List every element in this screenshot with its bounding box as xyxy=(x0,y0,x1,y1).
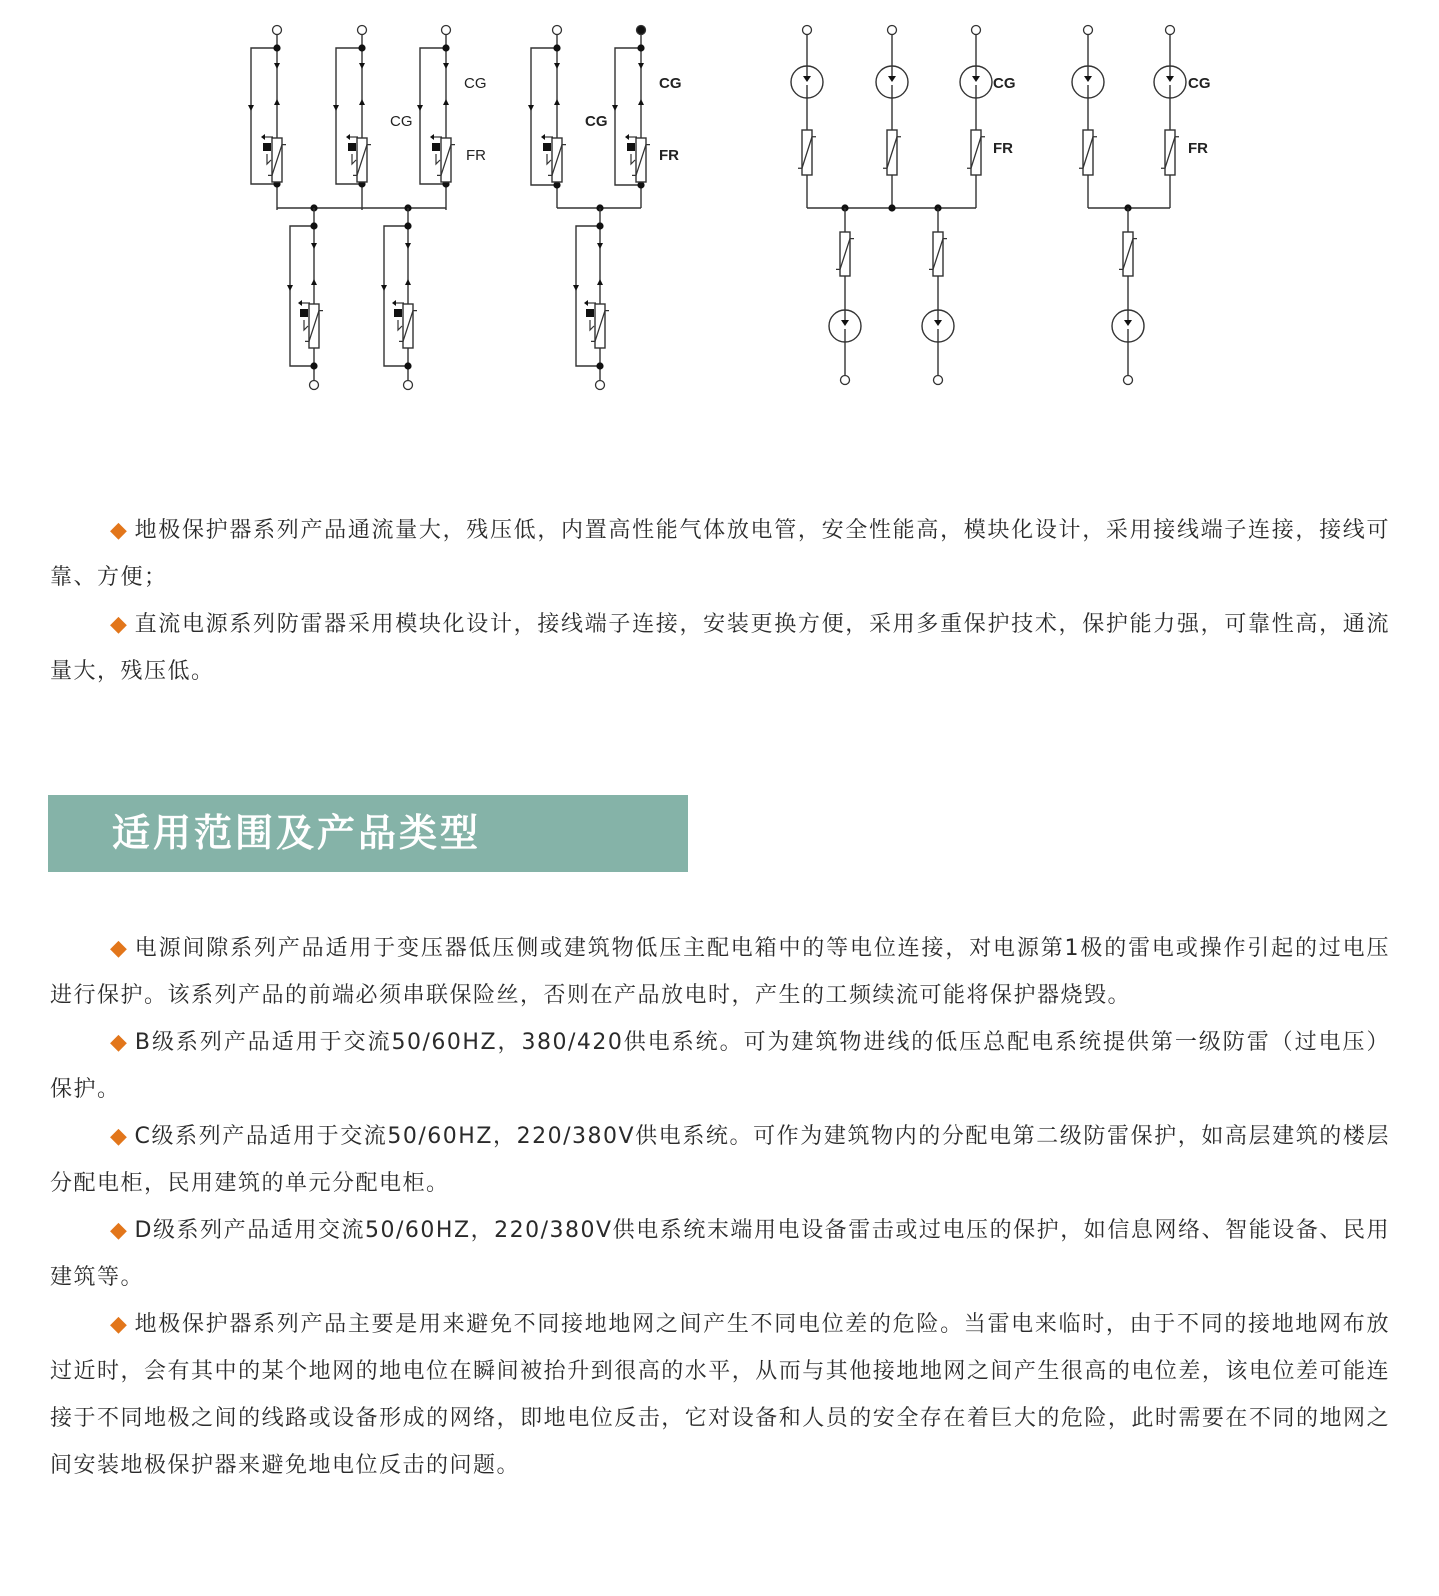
current-arrow-icon xyxy=(274,63,280,69)
intro-section xyxy=(50,507,1390,695)
junction-dot xyxy=(404,362,411,369)
varistor-icon xyxy=(1079,130,1097,175)
current-arrow-icon xyxy=(333,105,339,111)
terminal-node xyxy=(972,26,981,35)
gas-discharge-tube-icon xyxy=(1072,66,1104,98)
spd-module-icon xyxy=(392,300,404,330)
scope-paragraph-4 xyxy=(50,1207,1390,1301)
status-indicator-icon xyxy=(586,309,594,317)
diamond-bullet-icon: ◆ xyxy=(110,936,129,961)
current-arrow-icon xyxy=(597,279,603,285)
terminal-node xyxy=(1084,26,1093,35)
thermal-switch xyxy=(631,154,635,164)
terminal-node xyxy=(841,376,850,385)
current-arrow-icon xyxy=(554,99,560,105)
thermal-switch xyxy=(352,154,356,164)
varistor-icon xyxy=(967,130,985,175)
current-arrow-icon xyxy=(405,243,411,249)
terminal-node xyxy=(310,381,319,390)
diagram-label: CG xyxy=(390,113,413,130)
diagram-label: FR xyxy=(466,147,486,164)
current-arrow-icon xyxy=(274,99,280,105)
junction-dot xyxy=(553,44,560,51)
intro-paragraph-2 xyxy=(50,601,1390,695)
junction-dot xyxy=(310,222,317,229)
terminal-node xyxy=(1166,26,1175,35)
diamond-bullet-icon: ◆ xyxy=(110,1030,129,1055)
spd-module-icon xyxy=(625,134,637,164)
current-arrow-icon xyxy=(381,285,387,291)
thermal-arrow-icon xyxy=(261,134,265,140)
intro-paragraph-1 xyxy=(50,507,1390,601)
thermal-arrow-icon xyxy=(625,134,629,140)
scope-text-2: B级系列产品适用于交流50/60HZ，380/420供电系统。可为建筑物进线的低压总配电系统提供第一级防雷（过电压）保护。 xyxy=(50,1030,1391,1102)
junction-dot xyxy=(310,362,317,369)
status-indicator-icon xyxy=(432,143,440,151)
diagram-label: CG xyxy=(659,75,682,92)
scope-paragraph-1 xyxy=(50,925,1390,1019)
current-arrow-icon xyxy=(443,99,449,105)
current-arrow-icon xyxy=(417,105,423,111)
thermal-switch xyxy=(267,154,271,164)
current-arrow-icon xyxy=(248,105,254,111)
terminal-node xyxy=(1124,376,1133,385)
terminal-node xyxy=(442,26,451,35)
junction-dot xyxy=(273,44,280,51)
junction-dot xyxy=(404,222,411,229)
thermal-arrow-icon xyxy=(298,300,302,306)
junction-dot xyxy=(442,44,449,51)
junction-dot xyxy=(637,44,644,51)
diagram-label: CG xyxy=(993,75,1016,92)
varistor-icon xyxy=(883,130,901,175)
junction-dot xyxy=(888,204,895,211)
spd-module-icon xyxy=(346,134,358,164)
current-arrow-icon xyxy=(359,99,365,105)
diagram-label: FR xyxy=(993,140,1013,157)
current-arrow-icon xyxy=(311,279,317,285)
thermal-switch xyxy=(590,320,594,330)
terminal-node xyxy=(404,381,413,390)
varistor-icon xyxy=(836,232,854,276)
status-indicator-icon xyxy=(300,309,308,317)
diagram-label: CG xyxy=(464,75,487,92)
thermal-arrow-icon xyxy=(392,300,396,306)
current-arrow-icon xyxy=(287,285,293,291)
current-arrow-icon xyxy=(638,63,644,69)
intro-text-1: 地极保护器系列产品通流量大，残压低，内置高性能气体放电管，安全性能高，模块化设计，采用接线端子连接，接线可靠、方便； xyxy=(50,518,1390,590)
gas-discharge-tube-icon xyxy=(960,66,992,98)
current-arrow-icon xyxy=(359,63,365,69)
junction-dot xyxy=(596,222,603,229)
varistor-icon xyxy=(929,232,947,276)
diamond-bullet-icon: ◆ xyxy=(110,518,129,543)
spd-module-icon xyxy=(541,134,553,164)
thermal-arrow-icon xyxy=(541,134,545,140)
current-arrow-icon xyxy=(638,99,644,105)
current-arrow-icon xyxy=(443,63,449,69)
gas-discharge-tube-icon xyxy=(1154,66,1186,98)
gas-discharge-tube-icon xyxy=(829,310,861,342)
diamond-bullet-icon: ◆ xyxy=(110,1312,129,1337)
terminal-node xyxy=(637,26,646,35)
diagram-label: CG xyxy=(585,113,608,130)
section-title: 适用范围及产品类型 xyxy=(112,810,482,855)
scope-paragraph-2 xyxy=(50,1019,1390,1113)
scope-text-5: 地极保护器系列产品主要是用来避免不同接地地网之间产生不同电位差的危险。当雷电来临时，由于不同的接地地网布放过近时，会有其中的某个地网的地电位在瞬间被抬升到很高的水平，从而与其他接地地网之间产生很高的电位差，该电位差可能连接于不同地极之间的线路或设备形成的网络，即地电位反击，它对设备和人员的安全存在着巨大的危险，此时需要在不同的地网之间安装地极保护器来避免地电位反击的问题。 xyxy=(50,1312,1390,1478)
current-arrow-icon xyxy=(597,243,603,249)
scope-paragraph-5 xyxy=(50,1301,1390,1489)
thermal-arrow-icon xyxy=(584,300,588,306)
terminal-node xyxy=(934,376,943,385)
scope-text-4: D级系列产品适用交流50/60HZ，220/380V供电系统末端用电设备雷击或过电压的保护，如信息网络、智能设备、民用建筑等。 xyxy=(50,1218,1391,1290)
current-arrow-icon xyxy=(573,285,579,291)
current-arrow-icon xyxy=(612,105,618,111)
scope-text-1: 电源间隙系列产品适用于变压器低压侧或建筑物低压主配电箱中的等电位连接，对电源第1极的雷电或操作引起的过电压进行保护。该系列产品的前端必须串联保险丝，否则在产品放电时，产生的工频续流可能将保护器烧毁。 xyxy=(50,936,1390,1008)
scope-text-3: C级系列产品适用于交流50/60HZ，220/380V供电系统。可作为建筑物内的分配电第二级防雷保护，如高层建筑的楼层分配电柜，民用建筑的单元分配电柜。 xyxy=(50,1124,1390,1196)
varistor-icon xyxy=(798,130,816,175)
junction-dot xyxy=(358,44,365,51)
thermal-switch xyxy=(304,320,308,330)
gas-discharge-tube-icon xyxy=(1112,310,1144,342)
status-indicator-icon xyxy=(627,143,635,151)
gas-discharge-tube-icon xyxy=(791,66,823,98)
diagram-label: CG xyxy=(1188,75,1211,92)
terminal-node xyxy=(553,26,562,35)
scope-section xyxy=(50,925,1390,1489)
thermal-switch xyxy=(398,320,402,330)
thermal-arrow-icon xyxy=(430,134,434,140)
thermal-switch xyxy=(547,154,551,164)
current-arrow-icon xyxy=(528,105,534,111)
current-arrow-icon xyxy=(554,63,560,69)
current-arrow-icon xyxy=(311,243,317,249)
status-indicator-icon xyxy=(348,143,356,151)
terminal-node xyxy=(273,26,282,35)
thermal-switch xyxy=(436,154,440,164)
varistor-icon xyxy=(1119,232,1137,276)
intro-text-2: 直流电源系列防雷器采用模块化设计，接线端子连接，安装更换方便，采用多重保护技术，保护能力强，可靠性高，通流量大，残压低。 xyxy=(50,612,1390,684)
scope-paragraph-3 xyxy=(50,1113,1390,1207)
diagram-label: FR xyxy=(1188,140,1208,157)
gas-discharge-tube-icon xyxy=(876,66,908,98)
diamond-bullet-icon: ◆ xyxy=(110,1124,129,1149)
wiring-diagrams xyxy=(0,0,1439,420)
current-arrow-icon xyxy=(405,279,411,285)
status-indicator-icon xyxy=(543,143,551,151)
terminal-node xyxy=(803,26,812,35)
diamond-bullet-icon: ◆ xyxy=(110,1218,129,1243)
status-indicator-icon xyxy=(263,143,271,151)
terminal-node xyxy=(596,381,605,390)
spd-module-icon xyxy=(261,134,273,164)
gas-discharge-tube-icon xyxy=(922,310,954,342)
spd-module-icon xyxy=(430,134,442,164)
terminal-node xyxy=(888,26,897,35)
spd-module-icon xyxy=(298,300,310,330)
junction-dot xyxy=(596,362,603,369)
thermal-arrow-icon xyxy=(346,134,350,140)
status-indicator-icon xyxy=(394,309,402,317)
diagram-label: FR xyxy=(659,147,679,164)
terminal-node xyxy=(358,26,367,35)
spd-module-icon xyxy=(584,300,596,330)
varistor-icon xyxy=(1161,130,1179,175)
section-banner xyxy=(48,795,688,872)
diamond-bullet-icon: ◆ xyxy=(110,612,129,637)
